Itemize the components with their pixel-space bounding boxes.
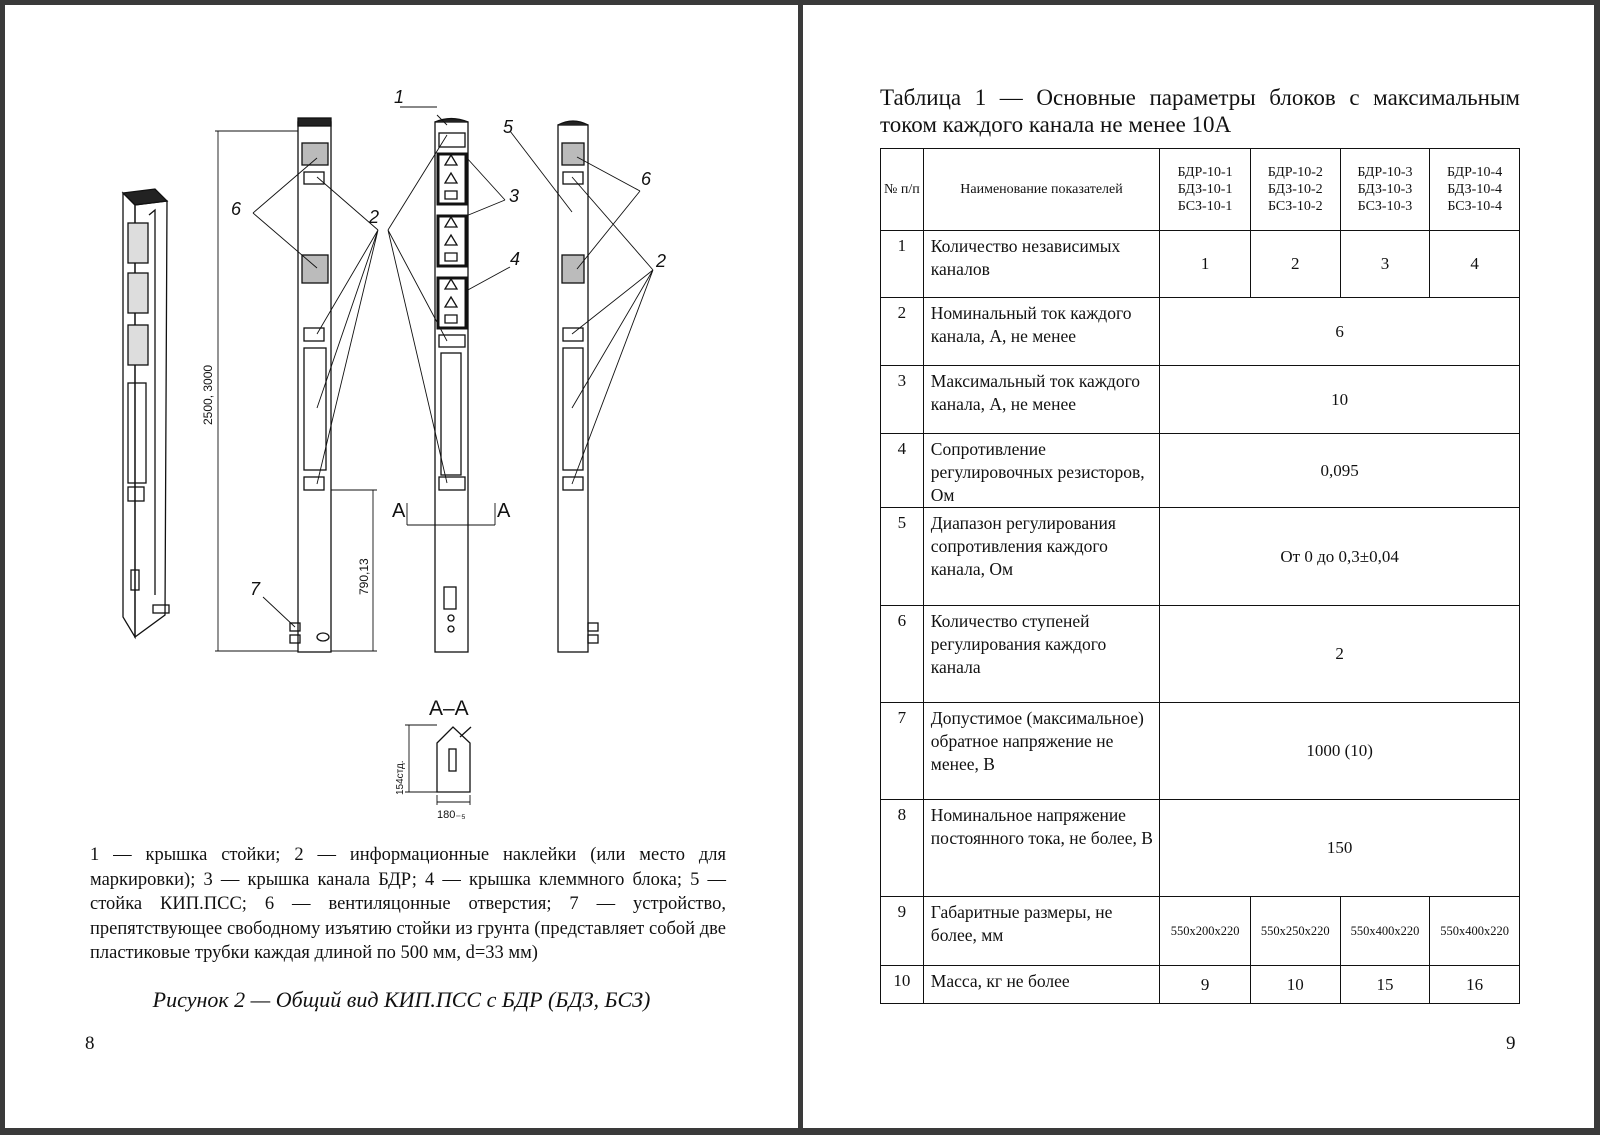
callout-6a: 6	[231, 199, 242, 219]
perspective-post	[123, 189, 169, 637]
callout-4: 4	[510, 249, 521, 269]
row-num: 10	[881, 966, 924, 1004]
row-num: 3	[881, 366, 924, 434]
row-value: 1	[1160, 231, 1251, 298]
section-dim-height: 154стд.	[395, 760, 406, 795]
row-value: 150	[1160, 800, 1520, 897]
callout-1: 1	[394, 87, 405, 107]
left-page	[5, 5, 798, 1128]
row-value: 6	[1160, 298, 1520, 366]
row-num: 8	[881, 800, 924, 897]
technical-drawing	[5, 5, 798, 835]
row-value: 3	[1340, 231, 1430, 298]
row-value: 2	[1160, 606, 1520, 703]
row-name: Масса, кг не более	[923, 966, 1159, 1004]
header-col3: БДР-10-3 БДЗ-10-3 БСЗ-10-3	[1340, 149, 1430, 231]
row-value: 0,095	[1160, 434, 1520, 508]
table-row	[881, 231, 1520, 298]
row-name: Номинальный ток каждого канала, А, не менее	[923, 298, 1159, 366]
callout-5: 5	[503, 117, 514, 137]
row-name: Диапазон регулирования сопротивления каждого канала, Ом	[923, 508, 1159, 606]
row-value: 9	[1160, 966, 1251, 1004]
row-value: 550x200x220	[1160, 897, 1251, 966]
figure-title: Рисунок 2 — Общий вид КИП.ПСС с БДР (БДЗ, БСЗ)	[152, 987, 651, 1012]
row-name: Количество ступеней регулирования каждого канала	[923, 606, 1159, 703]
right-page	[803, 5, 1594, 1128]
header-num: № п/п	[881, 149, 924, 231]
row-num: 4	[881, 434, 924, 508]
table-row	[881, 508, 1520, 606]
row-value: От 0 до 0,3±0,04	[1160, 508, 1520, 606]
table-row	[881, 434, 1520, 508]
callout-2b: 2	[656, 251, 667, 271]
table-row	[881, 298, 1520, 366]
table-row	[881, 966, 1520, 1004]
row-name: Габаритные размеры, не более, мм	[923, 897, 1159, 966]
row-value: 2	[1250, 231, 1340, 298]
figure-caption: 1 — крышка стойки; 2 — информационные наклейки (или место для маркировки); 3 — крышка канала БДР; 4 — крышка клеммного блока; 5 — стойка КИП.ПСС; 6 — вентиляцонные отверстия; 7 — устройство, препятствующее свободному изъятию стойки из грунта (представляет собой две пластиковые трубки каждая длиной по 500 мм, d=33 мм)	[90, 845, 726, 963]
header-col1: БДР-10-1 БДЗ-10-1 БСЗ-10-1	[1160, 149, 1251, 231]
section-aa	[405, 725, 471, 805]
row-name: Сопротивление регулировочных резисторов, Ом	[923, 434, 1159, 508]
row-name: Максимальный ток каждого канала, А, не менее	[923, 366, 1159, 434]
table-row	[881, 703, 1520, 800]
dim-lower: 790,13	[357, 558, 371, 595]
row-num: 1	[881, 231, 924, 298]
dim-height: 2500, 3000	[201, 364, 215, 425]
row-name: Номинальное напряжение постоянного тока, не более, В	[923, 800, 1159, 897]
callout-2a: 2	[369, 207, 380, 227]
row-value: 15	[1340, 966, 1430, 1004]
row-value: 4	[1430, 231, 1520, 298]
row-value: 550x250x220	[1250, 897, 1340, 966]
row-num: 2	[881, 298, 924, 366]
header-col4: БДР-10-4 БДЗ-10-4 БСЗ-10-4	[1430, 149, 1520, 231]
post-side	[558, 121, 598, 652]
row-num: 6	[881, 606, 924, 703]
header-name: Наименование показателей	[923, 149, 1159, 231]
section-mark-left: А	[392, 500, 406, 522]
page-number: 9	[1506, 1033, 1516, 1054]
table-header-row	[881, 149, 1520, 231]
table-row	[881, 366, 1520, 434]
section-mark-right: А	[497, 500, 511, 522]
table-row	[881, 800, 1520, 897]
header-col2: БДР-10-2 БДЗ-10-2 БСЗ-10-2	[1250, 149, 1340, 231]
section-dim-width: 180₋₅	[437, 809, 466, 821]
row-num: 7	[881, 703, 924, 800]
page-number: 8	[85, 1033, 95, 1054]
row-num: 5	[881, 508, 924, 606]
table-row	[881, 897, 1520, 966]
parameters-table	[880, 148, 1520, 1004]
row-num: 9	[881, 897, 924, 966]
section-title: А–А	[429, 697, 469, 720]
row-value: 10	[1250, 966, 1340, 1004]
row-value: 1000 (10)	[1160, 703, 1520, 800]
table-row	[881, 606, 1520, 703]
row-name: Количество независимых каналов	[923, 231, 1159, 298]
row-value: 550x400x220	[1340, 897, 1430, 966]
callout-6b: 6	[641, 169, 652, 189]
post-center	[435, 119, 468, 653]
row-value: 16	[1430, 966, 1520, 1004]
callout-3: 3	[509, 186, 520, 206]
table-title: Таблица 1 — Основные параметры блоков с максимальным током каждого канала не менее 10А	[880, 85, 1520, 137]
row-value: 550x400x220	[1430, 897, 1520, 966]
row-name: Допустимое (максимальное) обратное напряжение не менее, В	[923, 703, 1159, 800]
row-value: 10	[1160, 366, 1520, 434]
callout-7: 7	[250, 579, 261, 599]
